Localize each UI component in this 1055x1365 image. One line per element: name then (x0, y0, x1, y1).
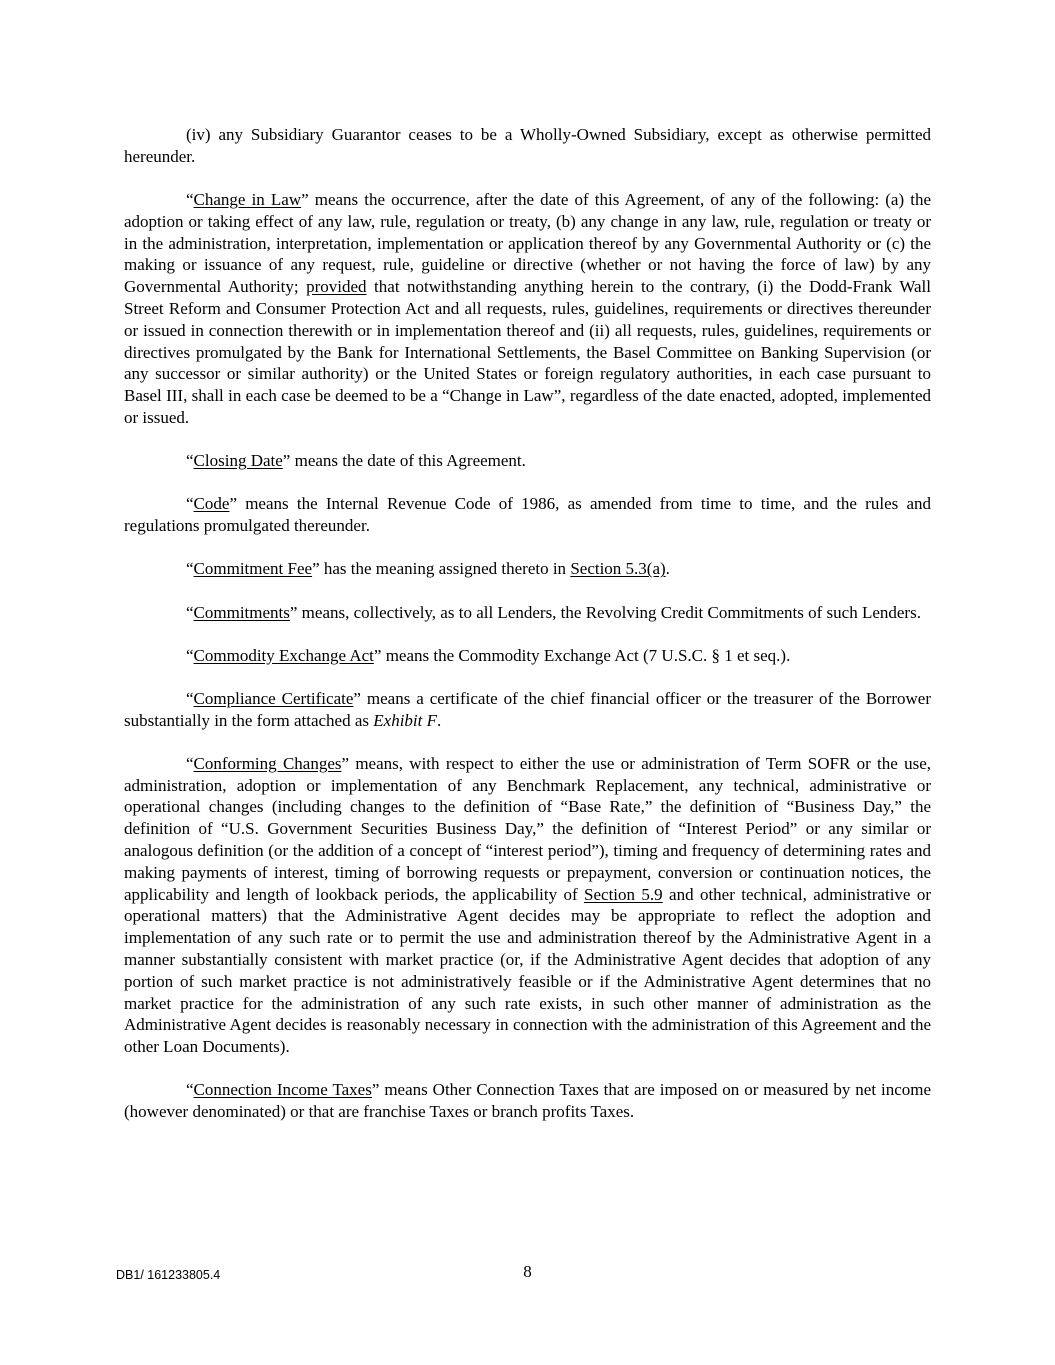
definition-connection-income-taxes (124, 1079, 931, 1123)
defined-term: Commitment Fee (193, 559, 313, 579)
definition-code (124, 493, 931, 537)
defined-term: Commodity Exchange Act (193, 645, 374, 665)
open-quote: “ (186, 688, 194, 708)
definition-closing-date (124, 450, 931, 472)
section-reference: Section 5.3(a) (570, 559, 666, 579)
definition-text: ” means, collectively, as to all Lenders, the Revolving Credit Commitments of such Lenders. (289, 602, 921, 622)
definition-text: that notwithstanding anything herein to the contrary, (i) the Dodd-Frank Wall Street Reform and Consumer Protection Act and all requests, rules, guidelines, requirements or directives thereunder or issued in connection therewith or in implementation thereof and (ii) all requests, rules, guidelines, requirements or directives promulgated by the Bank for International Settlements, the Basel Committee on Banking Supervision (or any successor or similar authority) or the United States or foreign regulatory authorities, in each case pursuant to Basel III, shall in each case be deemed to be a “Change in Law”, regardless of the date enacted, adopted, implemented or issued. (124, 277, 931, 427)
definition-text: ” means the Commodity Exchange Act (7 U.S.C. § 1 et seq.). (373, 645, 791, 665)
definition-text: ” means a certificate of the chief financial officer or the treasurer of the Borrower substantially in the form attached as (124, 688, 931, 730)
definition-commitments (124, 602, 931, 624)
open-quote: “ (186, 645, 194, 665)
open-quote: “ (186, 1080, 194, 1100)
provided-term: provided (306, 277, 367, 297)
defined-term: Compliance Certificate (193, 688, 354, 708)
definition-commitment-fee (124, 558, 931, 580)
definition-text: ” means the occurrence, after the date of this Agreement, of any of the following: (a) the adoption or taking effect of any law, rule, regulation or treaty, (b) any change in any law, rule, regulation or treaty or in the administration, interpretation, implementation or application thereof by any Governmental Authority or (c) the making or issuance of any request, rule, guideline or directive (whether or not having the force of law) by any Governmental Authority; (124, 189, 932, 297)
open-quote: “ (186, 602, 194, 622)
open-quote: “ (186, 753, 194, 773)
defined-term: Connection Income Taxes (193, 1080, 372, 1100)
open-quote: “ (186, 494, 194, 514)
document-body (124, 124, 931, 1144)
page-number: 8 (523, 1262, 532, 1281)
definition-text: ” means Other Connection Taxes that are imposed on or measured by net income (however denominated) or that are franchise Taxes or branch profits Taxes. (124, 1080, 932, 1122)
defined-term: Closing Date (193, 451, 283, 471)
definition-text: and other technical, administrative or operational matters) that the Administrative Agent decides may be appropriate to reflect the adoption and implementation of any such rate or to permit the use and administration thereof by the Administrative Agent in a manner substantially consistent with market practice (or, if the Administrative Agent decides that adoption of any portion of such market practice is not administratively feasible or if the Administrative Agent determines that no market practice for the administration of any such rate exists, in such other manner of administration as the Administrative Agent decides is reasonably necessary in connection with the administration of this Agreement and the other Loan Documents). (124, 884, 931, 1057)
definition-change-in-law (124, 189, 931, 429)
defined-term: Code (193, 494, 230, 514)
defined-term: Change in Law (193, 189, 302, 209)
open-quote: “ (186, 189, 194, 209)
definition-text: ” has the meaning assigned thereto in (312, 559, 571, 579)
defined-term: Commitments (193, 602, 290, 622)
open-quote: “ (186, 451, 194, 471)
definition-commodity-exchange-act (124, 645, 931, 667)
definition-text: ” means, with respect to either the use or administration of Term SOFR or the use, administration, adoption or implementation of any Benchmark Replacement, any technical, administrative or operational changes (including changes to the definition of “Base Rate,” the definition of “Business Day,” the definition of “U.S. Government Securities Business Day,” the definition of “Interest Period” or any similar or analogous definition (or the addition of a concept of “interest period”), timing and frequency of determining rates and making payments of interest, timing of borrowing requests or prepayment, conversion or continuation notices, the applicability and length of lookback periods, the applicability of (124, 753, 932, 904)
definition-text: . (437, 710, 442, 730)
section-reference: Section 5.9 (584, 884, 663, 904)
exhibit-reference: Exhibit F (373, 710, 437, 730)
document-id: DB1/ 161233805.4 (116, 1268, 221, 1282)
definition-text: . (665, 559, 670, 579)
definition-text: ” means the Internal Revenue Code of 1986, as amended from time to time, and the rules and regulations promulgated thereunder. (124, 494, 931, 536)
paragraph-iv-text: (iv) any Subsidiary Guarantor ceases to be a Wholly-Owned Subsidiary, except as otherwise permitted hereunder. (124, 125, 931, 166)
paragraph-iv (124, 124, 931, 168)
defined-term: Conforming Changes (193, 753, 342, 773)
open-quote: “ (186, 559, 194, 579)
definition-conforming-changes (124, 753, 931, 1058)
definition-text: ” means the date of this Agreement. (282, 451, 526, 471)
definition-compliance-certificate (124, 688, 931, 732)
